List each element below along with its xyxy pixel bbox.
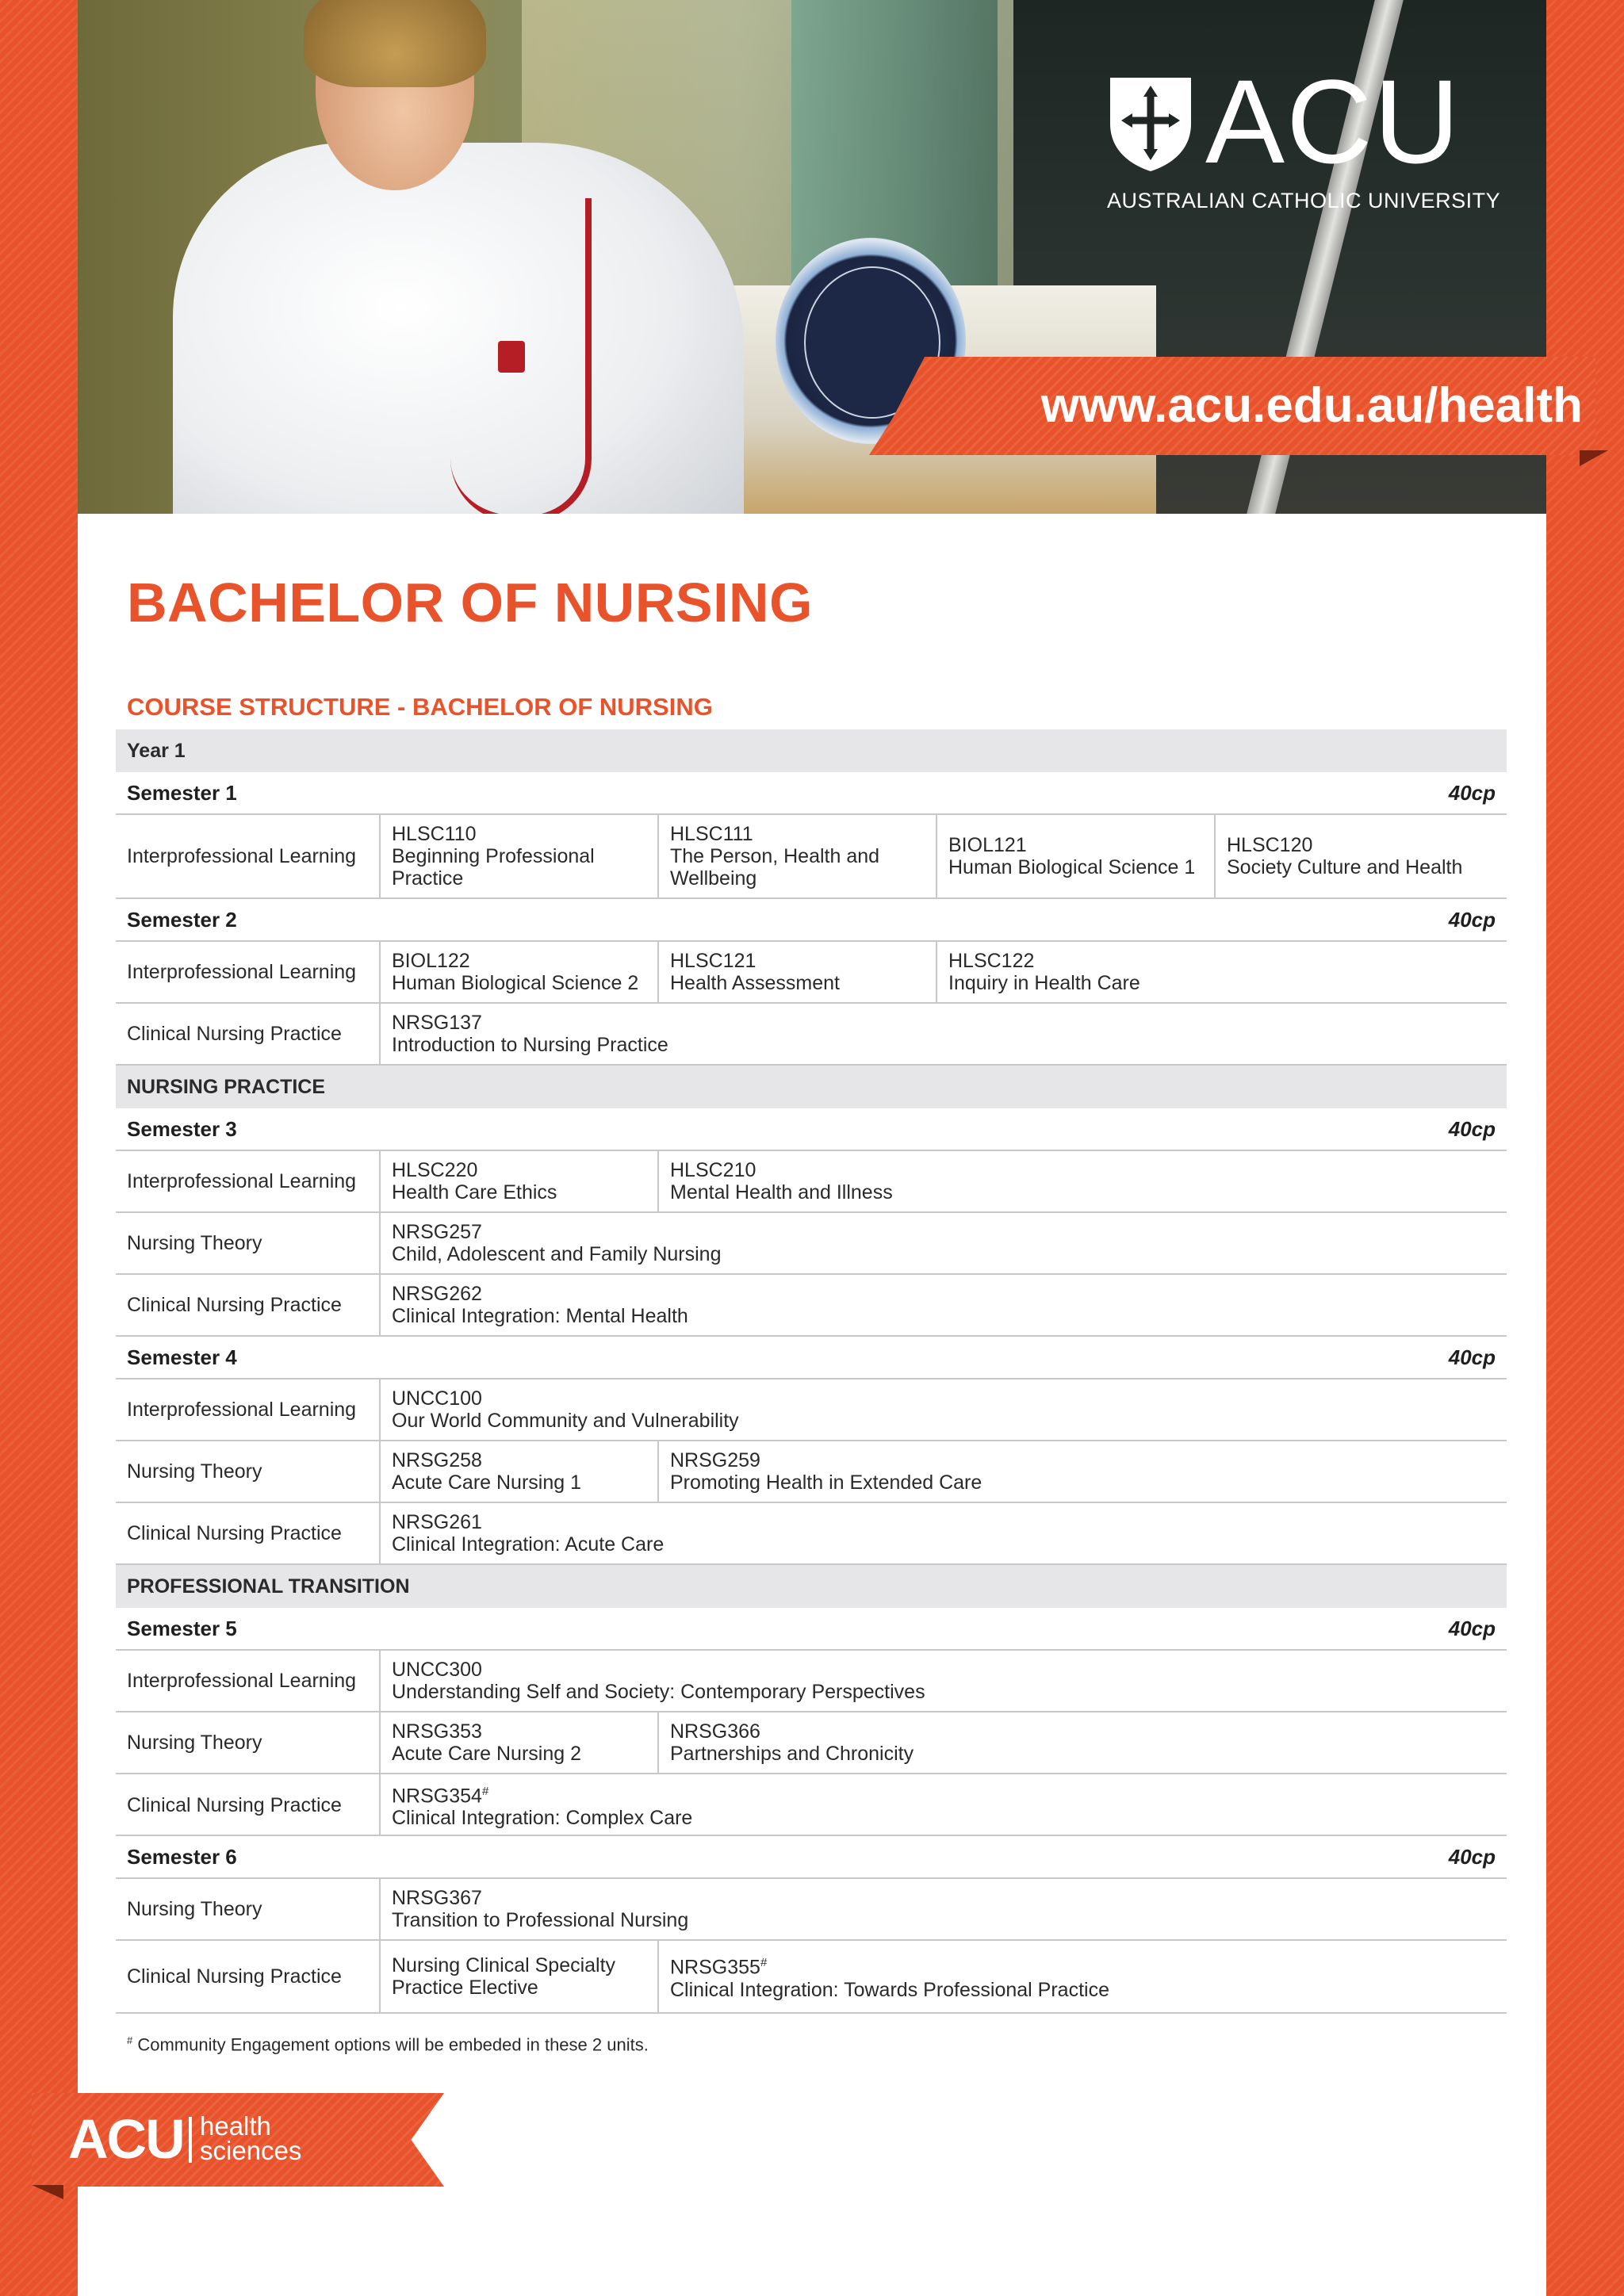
unit-code-text: NRSG262 [392, 1283, 482, 1305]
unit-code-text: HLSC220 [392, 1159, 478, 1181]
unit-category: Clinical Nursing Practice [116, 1941, 381, 2012]
table-row [116, 1275, 1507, 1337]
unit-cell [381, 1941, 659, 2012]
unit-category: Nursing Theory [116, 1441, 381, 1502]
unit-code [670, 1449, 1496, 1471]
credit-points: 40cp [1448, 907, 1496, 932]
unit-cell [659, 1441, 1507, 1502]
university-name: AUSTRALIAN CATHOLIC UNIVERSITY [1107, 189, 1501, 212]
unit-code [392, 1720, 646, 1743]
unit-cell [659, 942, 937, 1002]
unit-name: Partnerships and Chronicity [670, 1743, 914, 1765]
credit-points: 40cp [1448, 780, 1496, 805]
unit-category: Clinical Nursing Practice [116, 1004, 381, 1064]
course-structure-table [116, 729, 1507, 2014]
unit-code [392, 1887, 1496, 1909]
unit-code-text: BIOL122 [392, 950, 470, 972]
website-banner[interactable] [869, 357, 1595, 457]
unit-name: Nursing Clinical Specialty Practice Elective [392, 1954, 616, 1999]
unit-code-text: NRSG137 [392, 1012, 482, 1034]
unit-code [392, 1387, 1496, 1410]
table-row [116, 1441, 1507, 1503]
footnote [127, 2034, 649, 2055]
faculty-name-line2: sciences [200, 2136, 302, 2165]
unit-code [392, 1159, 646, 1181]
semester-header [116, 1836, 1507, 1879]
unit-name: Child, Adolescent and Family Nursing [392, 1243, 722, 1265]
unit-code-text: NRSG258 [392, 1449, 482, 1471]
unit-name: Clinical Integration: Mental Health [392, 1305, 688, 1327]
unit-name: Clinical Integration: Towards Professional Practice [670, 1978, 1109, 2001]
unit-name: Society Culture and Health [1227, 856, 1463, 878]
unit-cell [659, 815, 937, 897]
semester-label: Semester 3 [127, 1116, 237, 1141]
table-row [116, 1774, 1507, 1836]
unit-name: The Person, Health and Wellbeing [670, 845, 880, 890]
unit-code [392, 1511, 1496, 1533]
table-row [116, 1712, 1507, 1774]
unit-code [392, 950, 646, 972]
unit-cell [659, 1712, 1507, 1773]
table-row [116, 1879, 1507, 1941]
semester-header [116, 1337, 1507, 1380]
crest-shield-icon [1107, 75, 1194, 174]
unit-code-mark: # [481, 1785, 489, 1798]
unit-name: Inquiry in Health Care [948, 972, 1140, 994]
section-band: PROFESSIONAL TRANSITION [116, 1565, 1507, 1608]
semester-header [116, 1108, 1507, 1151]
unit-name: Understanding Self and Society: Contemporary Perspectives [392, 1681, 925, 1703]
unit-code [392, 1012, 1496, 1034]
section-band: NURSING PRACTICE [116, 1066, 1507, 1108]
faculty-banner [32, 2093, 444, 2195]
unit-category: Clinical Nursing Practice [116, 1503, 381, 1563]
unit-name: Acute Care Nursing 2 [392, 1743, 582, 1765]
footer-logo-divider [189, 2117, 192, 2163]
unit-category: Interprofessional Learning [116, 1651, 381, 1711]
credit-points: 40cp [1448, 1116, 1496, 1141]
page-title: BACHELOR OF NURSING [127, 572, 814, 633]
semester-label: Semester 5 [127, 1616, 237, 1640]
acu-logo[interactable] [1107, 55, 1501, 224]
table-row [116, 942, 1507, 1004]
unit-code-text: NRSG353 [392, 1720, 482, 1743]
unit-cell [937, 815, 1216, 897]
semester-header [116, 899, 1507, 942]
unit-category: Clinical Nursing Practice [116, 1275, 381, 1335]
unit-name: Beginning Professional Practice [392, 845, 595, 890]
unit-code-text: NRSG355 [670, 1956, 760, 1979]
unit-cell [659, 1151, 1507, 1211]
semester-label: Semester 4 [127, 1345, 237, 1369]
unit-name: Health Care Ethics [392, 1181, 557, 1203]
unit-name: Transition to Professional Nursing [392, 1909, 689, 1931]
unit-code [392, 1781, 1496, 1807]
unit-name: Clinical Integration: Complex Care [392, 1807, 693, 1830]
semester-label: Semester 6 [127, 1844, 237, 1869]
unit-cell [659, 1941, 1507, 2012]
unit-name: Our World Community and Vulnerability [392, 1410, 739, 1432]
unit-code-text: NRSG261 [392, 1511, 482, 1533]
table-row [116, 815, 1507, 899]
unit-category: Interprofessional Learning [116, 942, 381, 1002]
faculty-name-line1: health [200, 2111, 271, 2141]
page-sheet [78, 0, 1583, 2296]
unit-name: Acute Care Nursing 1 [392, 1471, 582, 1494]
unit-code [670, 823, 925, 845]
table-row [116, 1380, 1507, 1441]
semester-label: Semester 1 [127, 780, 237, 805]
unit-code [392, 1449, 646, 1471]
credit-points: 40cp [1448, 1844, 1496, 1869]
footnote-mark: # [127, 2034, 133, 2046]
unit-code-mark: # [760, 1956, 768, 1970]
unit-code-text: HLSC120 [1227, 834, 1313, 856]
unit-code-text: HLSC122 [948, 950, 1035, 972]
unit-category: Interprofessional Learning [116, 1380, 381, 1440]
unit-name: Introduction to Nursing Practice [392, 1034, 668, 1056]
unit-code-text: BIOL121 [948, 834, 1027, 856]
unit-code [948, 834, 1203, 856]
unit-code-text: UNCC300 [392, 1659, 482, 1681]
table-row [116, 1503, 1507, 1565]
unit-code-text: NRSG366 [670, 1720, 760, 1743]
unit-category: Nursing Theory [116, 1712, 381, 1773]
unit-name: Human Biological Science 1 [948, 856, 1196, 878]
footer-wordmark: ACU [68, 2108, 184, 2170]
unit-code [670, 950, 925, 972]
footnote-text: Community Engagement options will be embeded in these 2 units. [132, 2034, 649, 2055]
unit-cell [381, 1275, 1507, 1335]
faculty-name [200, 2111, 302, 2165]
unit-cell [381, 1151, 659, 1211]
unit-cell [381, 815, 659, 897]
credit-points: 40cp [1448, 1616, 1496, 1640]
unit-cell [381, 1651, 1507, 1711]
table-row [116, 1004, 1507, 1066]
table-row [116, 1651, 1507, 1712]
unit-cell [381, 1879, 1507, 1939]
unit-code [948, 950, 1496, 972]
section-band: Year 1 [116, 729, 1507, 772]
unit-name: Health Assessment [670, 972, 840, 994]
unit-name: Human Biological Science 2 [392, 972, 639, 994]
unit-code-text: NRSG354 [392, 1785, 482, 1808]
semester-header [116, 1608, 1507, 1651]
unit-name: Clinical Integration: Acute Care [392, 1533, 665, 1556]
unit-code-text: NRSG257 [392, 1221, 482, 1243]
unit-code [392, 1659, 1496, 1681]
unit-code-text: HLSC210 [670, 1159, 756, 1181]
unit-cell [381, 1213, 1507, 1273]
unit-code [392, 823, 646, 845]
unit-code [670, 1952, 1496, 1978]
semester-label: Semester 2 [127, 907, 237, 932]
unit-cell [381, 1441, 659, 1502]
unit-category: Nursing Theory [116, 1879, 381, 1939]
unit-cell [381, 1712, 659, 1773]
course-structure-heading: COURSE STRUCTURE - BACHELOR OF NURSING [127, 693, 713, 721]
unit-code [670, 1159, 1496, 1181]
unit-cell [381, 1774, 1507, 1835]
unit-code [392, 1221, 1496, 1243]
unit-name: Promoting Health in Extended Care [670, 1471, 982, 1494]
unit-code-text: UNCC100 [392, 1387, 482, 1410]
unit-category: Nursing Theory [116, 1213, 381, 1273]
unit-category: Interprofessional Learning [116, 815, 381, 897]
unit-cell [937, 942, 1507, 1002]
unit-code [670, 1720, 1496, 1743]
website-link[interactable]: www.acu.edu.au/health [1040, 378, 1583, 433]
unit-code-text: NRSG259 [670, 1449, 760, 1471]
unit-category: Clinical Nursing Practice [116, 1774, 381, 1835]
unit-code-text: NRSG367 [392, 1887, 482, 1909]
unit-cell [381, 942, 659, 1002]
unit-cell [381, 1380, 1507, 1440]
credit-points: 40cp [1448, 1345, 1496, 1369]
table-row [116, 1213, 1507, 1275]
unit-code [392, 1283, 1496, 1305]
unit-cell [381, 1004, 1507, 1064]
unit-code-text: HLSC121 [670, 950, 756, 972]
semester-header [116, 772, 1507, 815]
unit-code [1227, 834, 1496, 856]
unit-code-text: HLSC111 [670, 823, 753, 845]
table-row [116, 1151, 1507, 1213]
unit-category: Interprofessional Learning [116, 1151, 381, 1211]
table-row [116, 1941, 1507, 2014]
unit-name: Mental Health and Illness [670, 1181, 893, 1203]
logo-wordmark: ACU [1205, 55, 1461, 188]
unit-cell [1216, 815, 1507, 897]
unit-cell [381, 1503, 1507, 1563]
unit-code-text: HLSC110 [392, 823, 477, 845]
